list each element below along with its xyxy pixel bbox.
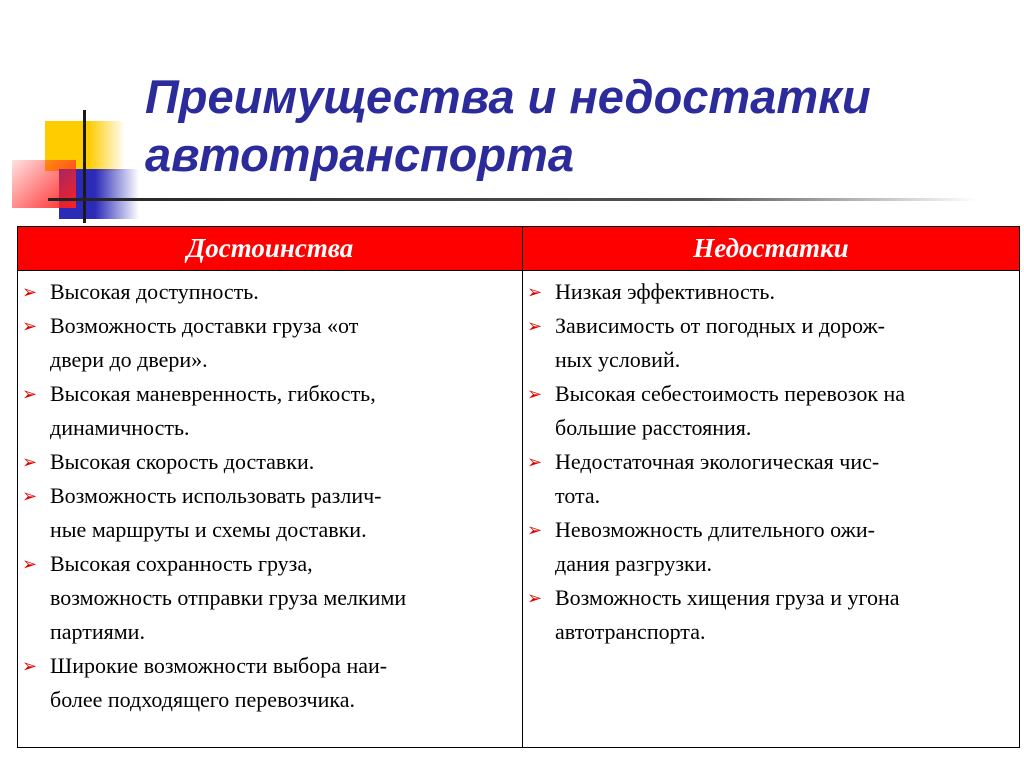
list-item <box>527 309 1019 377</box>
text-line: Высокая маневренность, гибкость, <box>50 381 376 406</box>
title-underline <box>48 198 978 201</box>
decor-vertical-line <box>83 110 86 223</box>
list-item <box>527 445 1019 513</box>
list-item <box>22 275 522 309</box>
text-line: Высокая сохранность груза, <box>50 551 313 576</box>
text-line: автотранспорта. <box>555 619 706 644</box>
text-line: дания разгрузки. <box>555 551 712 576</box>
advantages-cell <box>18 271 523 748</box>
list-item-text <box>555 275 775 309</box>
text-line: партиями. <box>50 619 145 644</box>
list-item <box>22 479 522 547</box>
list-item-text <box>50 649 387 717</box>
list-item-text <box>50 309 358 377</box>
comparison-table <box>17 226 1020 748</box>
arrow-bullet-icon: ➢ <box>527 520 543 540</box>
arrow-bullet-icon: ➢ <box>22 486 38 506</box>
list-item-text <box>50 479 382 547</box>
title-line-2: автотранспорта <box>145 128 575 181</box>
text-line: ных условий. <box>555 347 681 372</box>
text-line: Высокая скорость доставки. <box>50 449 315 474</box>
arrow-bullet-icon: ➢ <box>527 452 543 472</box>
text-line: Невозможность длительного ожи- <box>555 517 875 542</box>
list-item-text <box>50 377 376 445</box>
arrow-bullet-icon: ➢ <box>22 384 38 404</box>
slide-title <box>145 68 871 184</box>
arrow-bullet-icon: ➢ <box>22 282 38 302</box>
arrow-bullet-icon: ➢ <box>527 316 543 336</box>
list-item <box>22 309 522 377</box>
text-line: Возможность использовать различ- <box>50 483 382 508</box>
list-item-text <box>555 513 875 581</box>
list-item-text <box>555 581 899 649</box>
text-line: Недостаточная экологическая чис- <box>555 449 880 474</box>
text-line: двери до двери». <box>50 347 208 372</box>
text-line: Широкие возможности выбора наи- <box>50 653 388 678</box>
text-line: динамичность. <box>50 415 190 440</box>
list-item <box>527 275 1019 309</box>
text-line: Высокая доступность. <box>50 279 259 304</box>
title-line-1: Преимущества и недостатки <box>145 70 871 123</box>
list-item-text <box>555 309 885 377</box>
list-item <box>22 547 522 649</box>
arrow-bullet-icon: ➢ <box>22 656 38 676</box>
list-item <box>22 377 522 445</box>
list-item-text <box>50 275 259 309</box>
text-line: ные маршруты и схемы доставки. <box>50 517 367 542</box>
text-line: Высокая себестоимость перевозок на <box>555 381 906 406</box>
arrow-bullet-icon: ➢ <box>22 316 38 336</box>
text-line: более подходящего перевозчика. <box>50 687 356 712</box>
arrow-bullet-icon: ➢ <box>527 282 543 302</box>
header-disadvantages: Недостатки <box>523 227 1020 271</box>
text-line: Возможность доставки груза «от <box>50 313 359 338</box>
list-item <box>22 445 522 479</box>
arrow-bullet-icon: ➢ <box>22 554 38 574</box>
list-item-text <box>50 547 406 649</box>
list-item-text <box>50 445 314 479</box>
text-line: большие расстояния. <box>555 415 752 440</box>
disadvantages-cell <box>523 271 1020 748</box>
arrow-bullet-icon: ➢ <box>22 452 38 472</box>
text-line: возможность отправки груза мелкими <box>50 585 407 610</box>
list-item-text <box>555 445 879 513</box>
arrow-bullet-icon: ➢ <box>527 384 543 404</box>
header-advantages: Достоинства <box>18 227 523 271</box>
list-item <box>527 377 1019 445</box>
list-item <box>527 581 1019 649</box>
text-line: Низкая эффективность. <box>555 279 775 304</box>
text-line: тота. <box>555 483 601 508</box>
arrow-bullet-icon: ➢ <box>527 588 543 608</box>
text-line: Зависимость от погодных и дорож- <box>555 313 885 338</box>
list-item-text <box>555 377 905 445</box>
list-item <box>22 649 522 717</box>
list-item <box>527 513 1019 581</box>
text-line: Возможность хищения груза и угона <box>555 585 900 610</box>
